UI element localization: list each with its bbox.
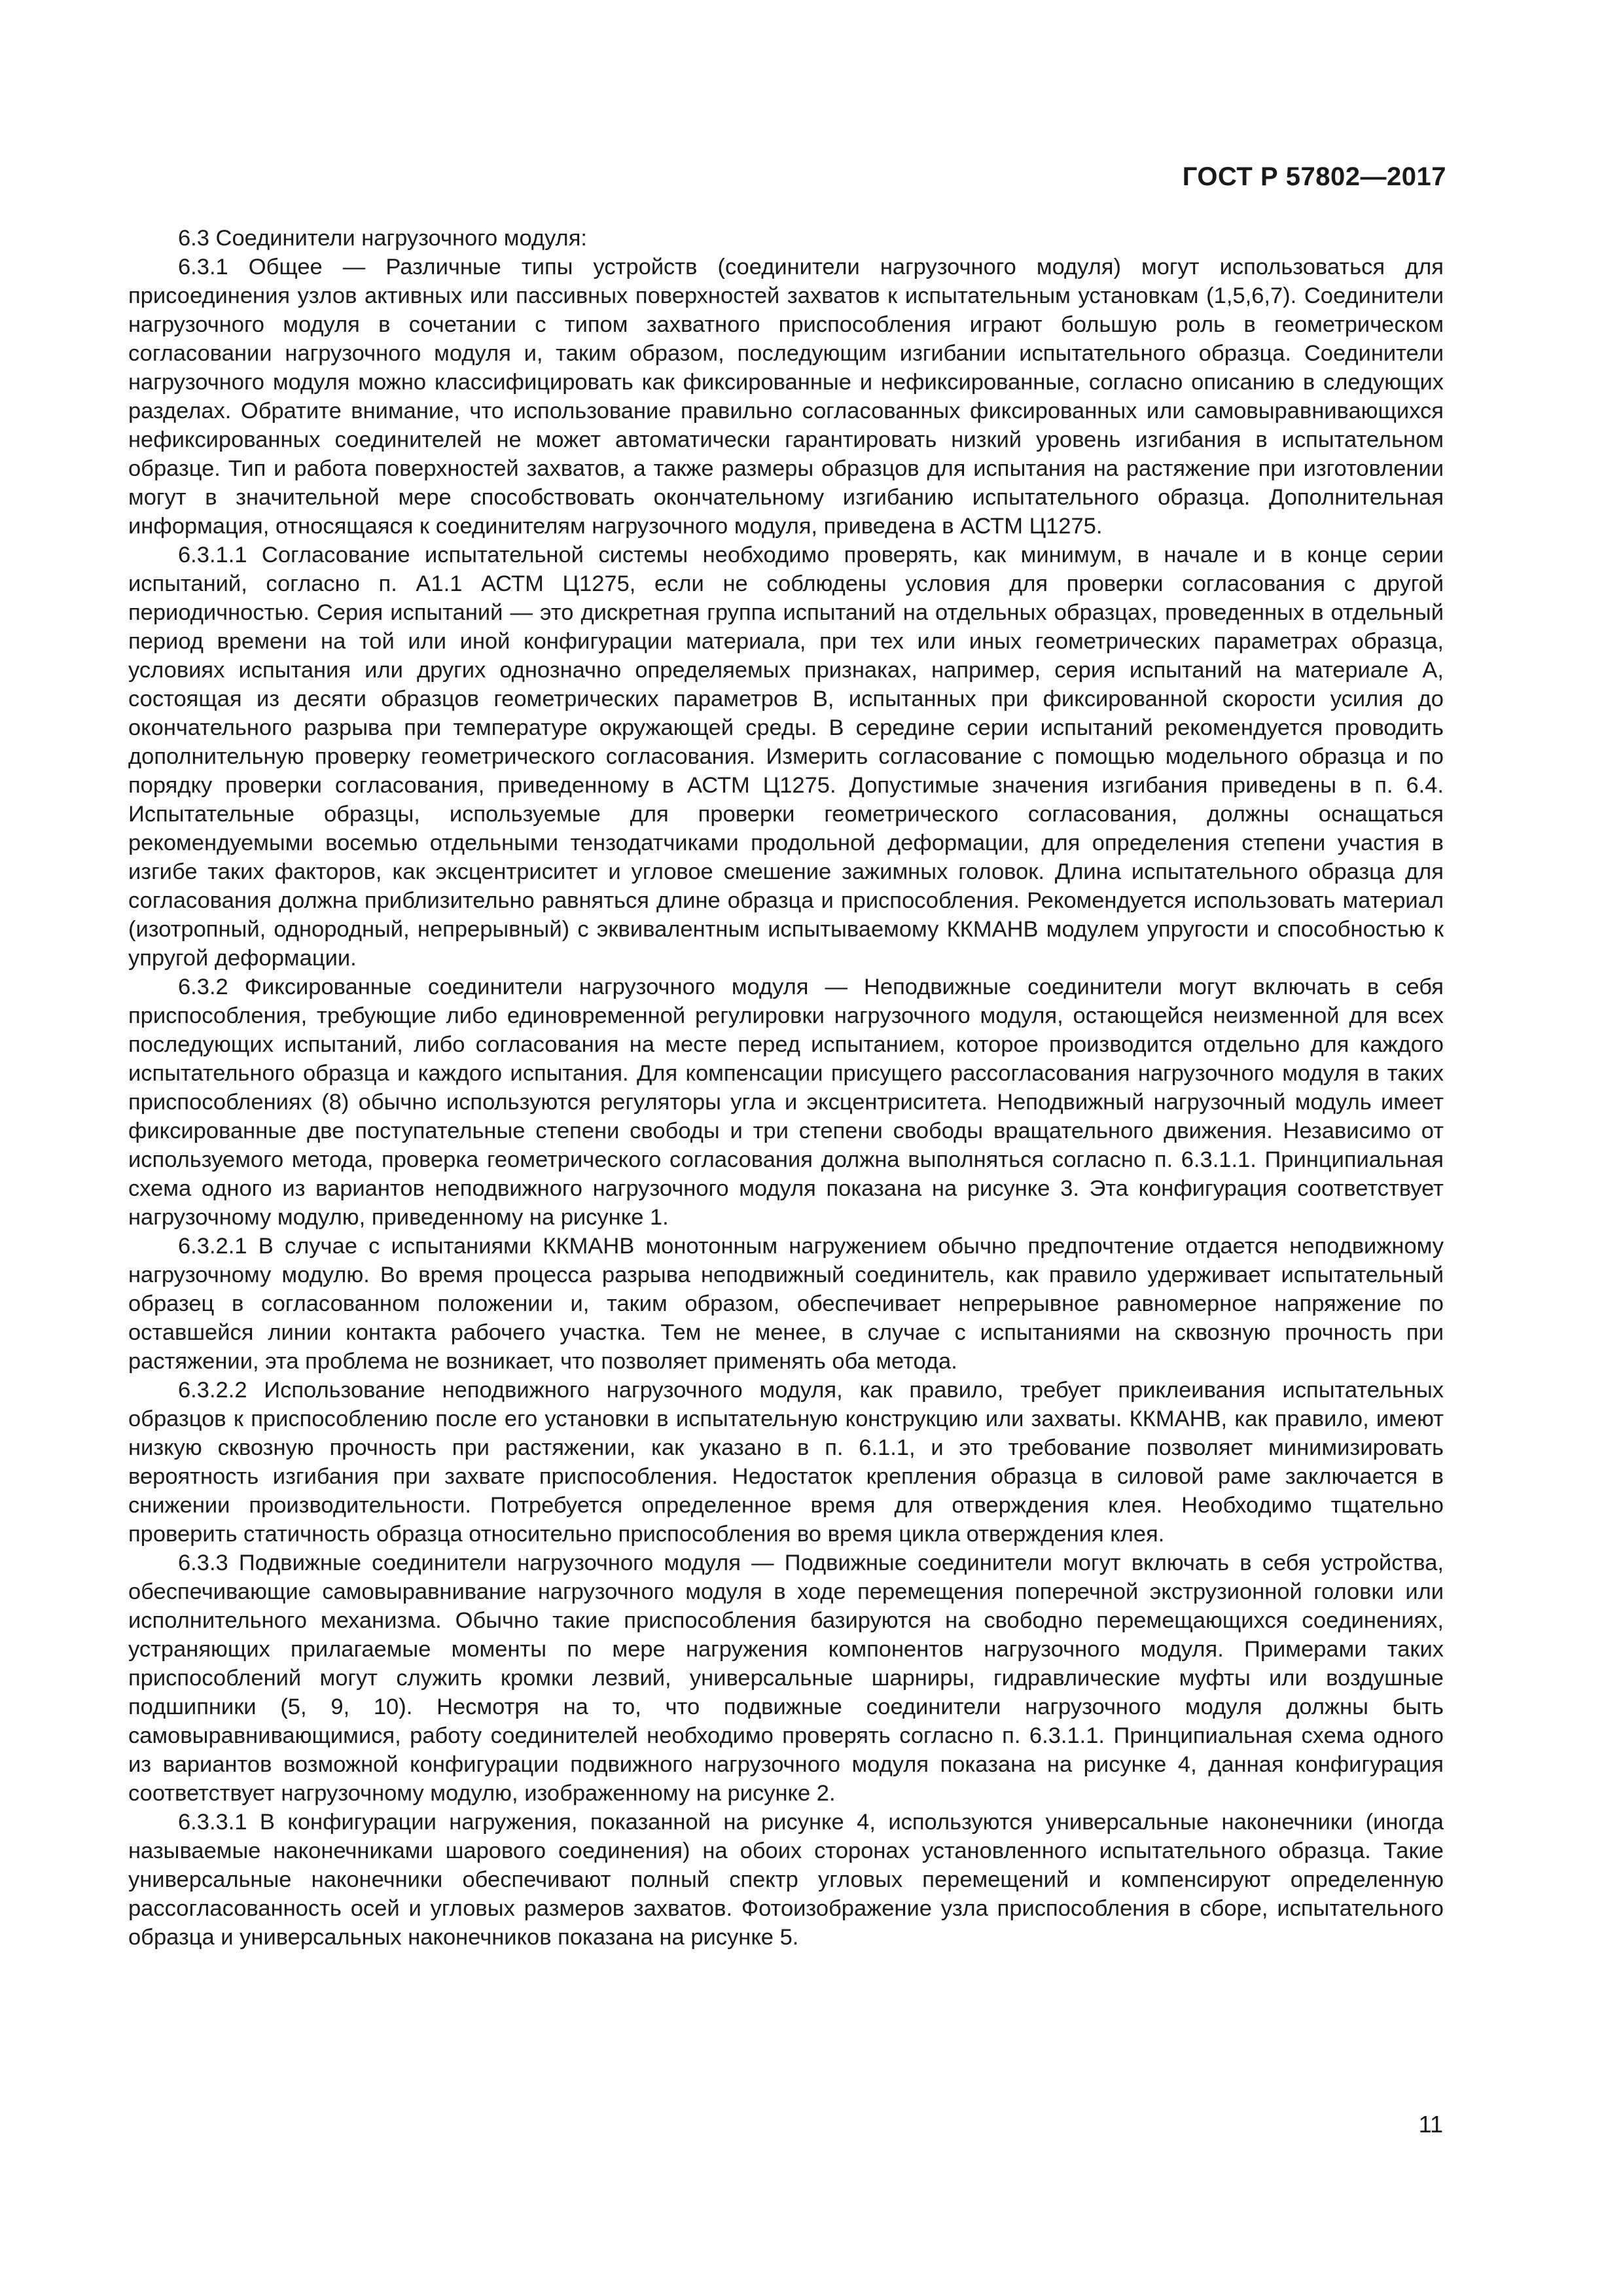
paragraph-6-3-1-1: 6.3.1.1 Согласование испытательной системы необходимо проверять, как минимум, в начале и в конце серии испытаний, согласно п. А1.1 АСТМ Ц1275, если не соблюдены условия для проверки согласования с другой периодичностью. Серия испытаний — это дискретная группа испытаний на отдельных образцах, проведенных в отдельный период времени на той или иной конфигурации материала, при тех или иных геометрических параметрах образца, условиях испытания или других однозначно определяемых признаках, например, серия испытаний на материале А, состоящая из десяти образцов геометрических параметров В, испытанных при фиксированной скорости усилия до окончательного разрыва при температуре окружающей среды. В середине серии испытаний рекомендуется проводить дополнительную проверку геометрического согласования. Измерить согласование с помощью модельного образца и по порядку проверки согласования, приведенному в АСТМ Ц1275. Допустимые значения изгибания приведены в п. 6.4. Испытательные образцы, используемые для проверки геометрического согласования, должны оснащаться рекомендуемыми восемью отдельными тензодатчиками продольной деформации, для определения степени участия в изгибе таких факторов, как эксцентриситет и угловое смешение зажимных головок. Длина испытательного образца для согласования должна приблизительно равняться длине образца и приспособления. Рекомендуется использовать материал (изотропный, однородный, непрерывный) с эквивалентным испытываемому ККМАНВ модулем упругости и способностью к упругой деформации. — [128, 543, 1444, 971]
document-body — [128, 224, 1444, 1952]
paragraph-6-3: 6.3 Соединители нагрузочного модуля: — [178, 226, 587, 251]
paragraph-6-3-3: 6.3.3 Подвижные соединители нагрузочного модуля — Подвижные соединители могут включать в себя устройства, обеспечивающие самовыравнивание нагрузочного модуля в ходе перемещения поперечной экструзионной головки или исполнительного механизма. Обычно такие приспособления базируются на свободно перемещающихся соединениях, устраняющих прилагаемые моменты по мере нагружения компонентов нагрузочного модуля. Примерами таких приспособлений могут служить кромки лезвий, универсальные шарниры, гидравлические муфты или воздушные подшипники (5, 9, 10). Несмотря на то, что подвижные соединители нагрузочного модуля должны быть самовыравнивающимися, работу соединителей необходимо проверять согласно п. 6.3.1.1. Принципиальная схема одного из вариантов возможной конфигурации подвижного нагрузочного модуля показана на рисунке 4, данная конфигурация соответствует нагрузочному модулю, изображенному на рисунке 2. — [128, 1551, 1444, 1806]
paragraph-6-3-2-2: 6.3.2.2 Использование неподвижного нагрузочного модуля, как правило, требует приклеивания испытательных образцов к приспособлению после его установки в испытательную конструкцию или захваты. ККМАНВ, как правило, имеют низкую сквозную прочность при растяжении, как указано в п. 6.1.1, и это требование позволяет минимизировать вероятность изгибания при захвате приспособления. Недостаток крепления образца в силовой раме заключается в снижении производительности. Потребуется определенное время для отверждения клея. Необходимо тщательно проверить статичность образца относительно приспособления во время цикла отверждения клея. — [128, 1378, 1444, 1547]
paragraph-6-3-2-1: 6.3.2.1 В случае с испытаниями ККМАНВ монотонным нагружением обычно предпочтение отдается неподвижному нагрузочному модулю. Во время процесса разрыва неподвижный соединитель, как правило удерживает испытательный образец в согласованном положении и, таким образом, обеспечивает непрерывное равномерное напряжение по оставшейся линии контакта рабочего участка. Тем не менее, в случае с испытаниями на сквозную прочность при растяжении, эта проблема не возникает, что позволяет применять оба метода. — [128, 1234, 1444, 1374]
paragraph-6-3-2: 6.3.2 Фиксированные соединители нагрузочного модуля — Неподвижные соединители могут включать в себя приспособления, требующие либо единовременной регулировки нагрузочного модуля, остающейся неизменной для всех последующих испытаний, либо согласования на месте перед испытанием, которое производится отдельно для каждого испытательного образца и каждого испытания. Для компенсации присущего рассогласования нагрузочного модуля в таких приспособлениях (8) обычно используются регуляторы угла и эксцентриситета. Неподвижный нагрузочный модуль имеет фиксированные две поступательные степени свободы и три степени свободы вращательного движения. Независимо от используемого метода, проверка геометрического согласования должна выполняться согласно п. 6.3.1.1. Принципиальная схема одного из вариантов неподвижного нагрузочного модуля показана на рисунке 3. Эта конфигурация соответствует нагрузочному модулю, приведенному на рисунке 1. — [128, 975, 1444, 1230]
paragraph-6-3-1: 6.3.1 Общее — Различные типы устройств (соединители нагрузочного модуля) могут использоваться для присоединения узлов активных или пассивных поверхностей захватов к испытательным установкам (1,5,6,7). Соединители нагрузочного модуля в сочетании с типом захватного приспособления играют большую роль в геометрическом согласовании нагрузочного модуля и, таким образом, последующим изгибании испытательного образца. Соединители нагрузочного модуля можно классифицировать как фиксированные и нефиксированные, согласно описанию в следующих разделах. Обратите внимание, что использование правильно согласованных фиксированных или самовыравнивающихся нефиксированных соединителей не может автоматически гарантировать низкий уровень изгибания в испытательном образце. Тип и работа поверхностей захватов, а также размеры образцов для испытания на растяжение при изготовлении могут в значительной мере способствовать окончательному изгибанию испытательного образца. Дополнительная информация, относящаяся к соединителям нагрузочного модуля, приведена в АСТМ Ц1275. — [128, 255, 1444, 539]
document-id-header: ГОСТ Р 57802—2017 — [1182, 162, 1446, 191]
page-number: 11 — [1418, 2111, 1443, 2138]
paragraph-6-3-3-1: 6.3.3.1 В конфигурации нагружения, показанной на рисунке 4, используются универсальные наконечники (иногда называемые наконечниками шарового соединения) на обоих сторонах установленного испытательного образца. Такие универсальные наконечники обеспечивают полный спектр угловых перемещений и компенсируют определенную рассогласованность осей и угловых размеров захватов. Фотоизображение узла приспособления в сборе, испытательного образца и универсальных наконечников показана на рисунке 5. — [128, 1810, 1444, 1950]
